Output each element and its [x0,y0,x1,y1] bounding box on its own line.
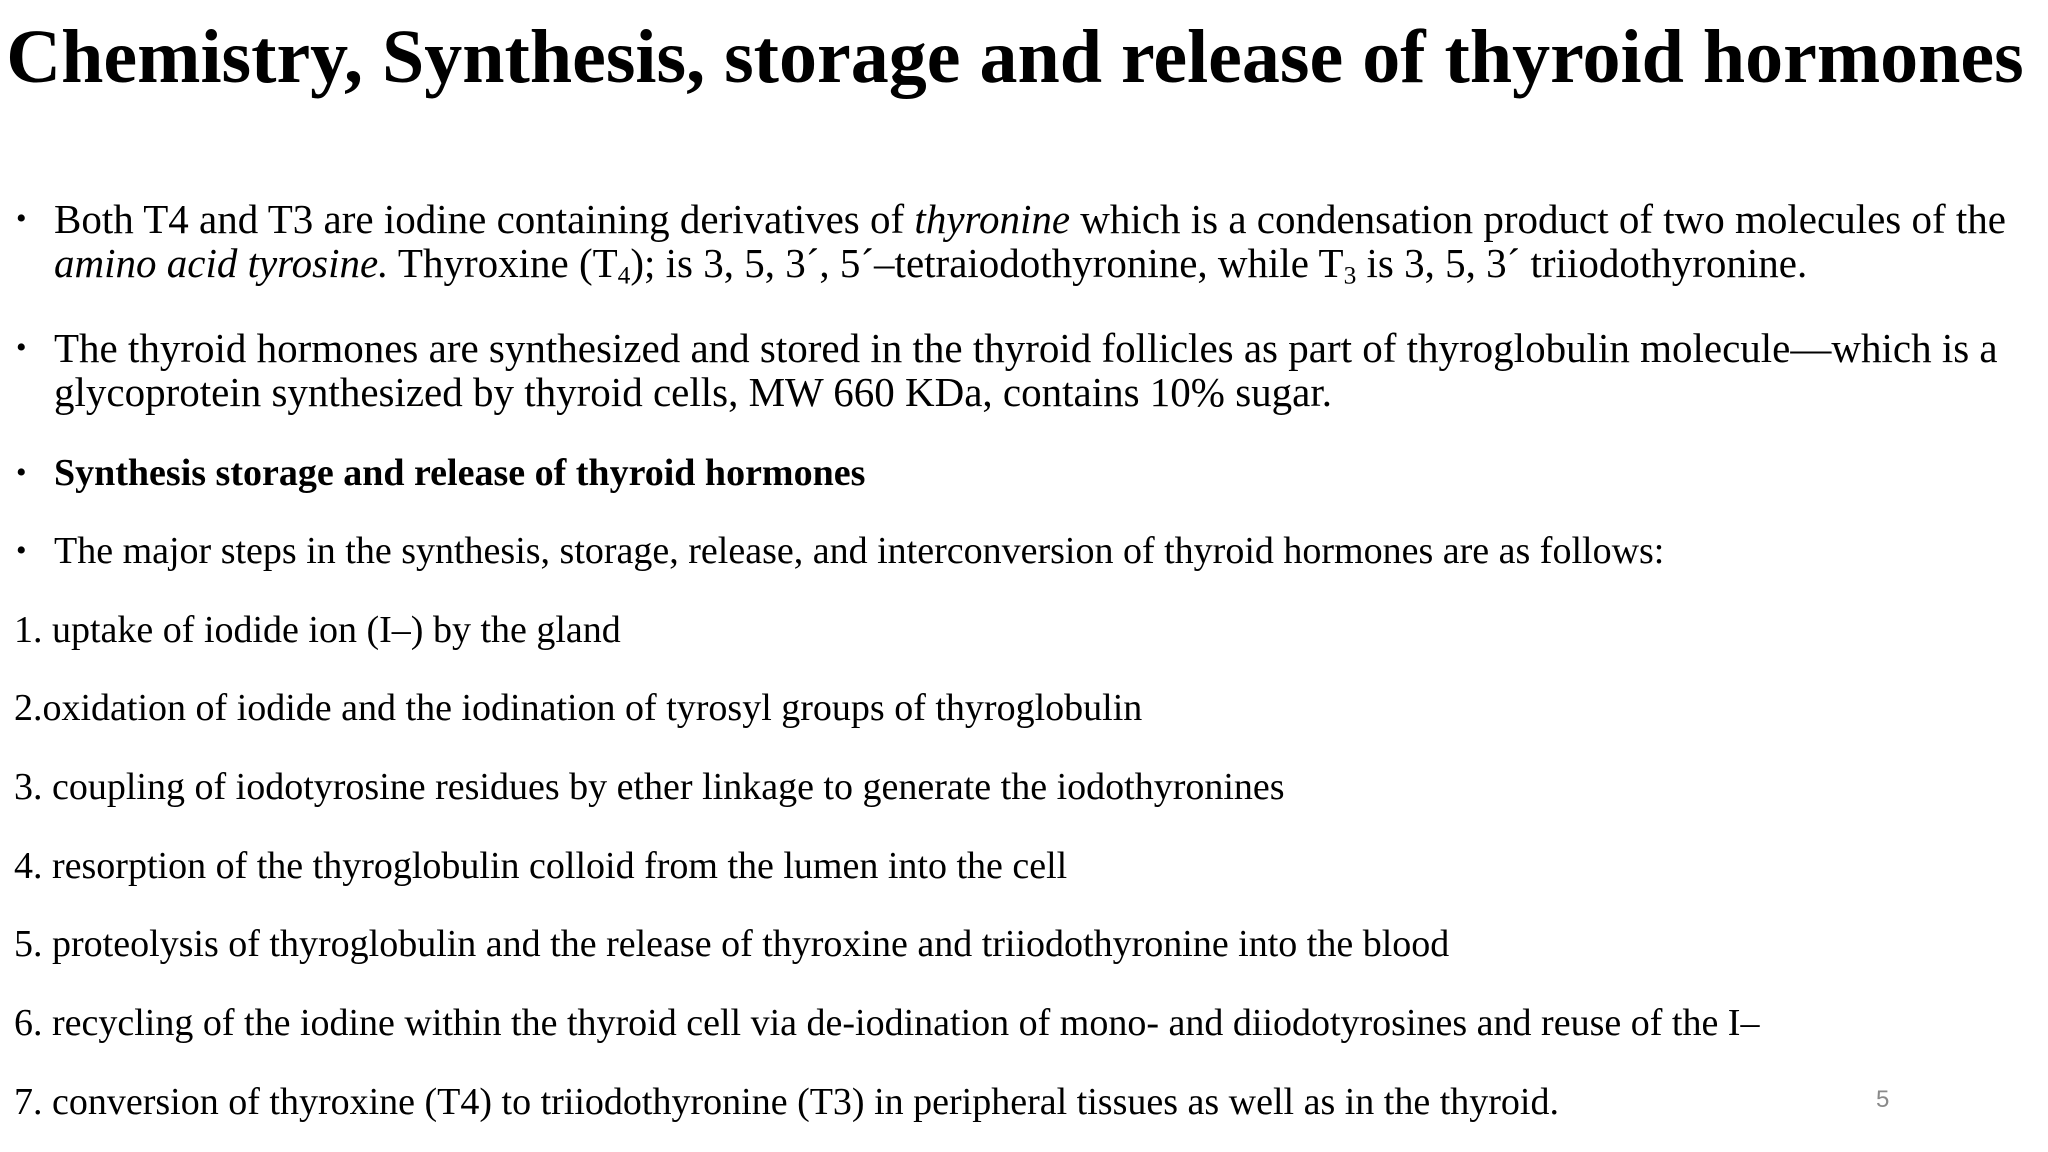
subscript: 4 [617,261,631,290]
step-item: 3. coupling of iodotyrosine residues by ether linkage to generate the iodothyronines [14,766,1285,808]
step-item: 1. uptake of iodide ion (I–) by the gland [14,609,621,651]
text-run: which is a condensation product of two molecules of the [1070,196,2006,242]
bullet-text: The major steps in the synthesis, storage, release, and interconversion of thyroid hormones are as follows: [54,530,1665,572]
step-item: 2.oxidation of iodide and the iodination of tyrosyl groups of thyroglobulin [14,687,1143,729]
step-item: 7. conversion of thyroxine (T4) to triiodothyronine (T3) in peripheral tissues as well as in the thyroid. [14,1081,1559,1123]
bullet-marker: • [16,331,27,364]
text-run: Thyroxine (T [388,240,618,286]
text-run: Both T4 and T3 are iodine containing derivatives of [54,196,915,242]
bullet-item-thyroglobulin [14,326,2044,414]
step-item: 4. resorption of the thyroglobulin colloid from the lumen into the cell [14,845,1068,887]
subscript: 3 [1343,261,1357,290]
bullet-marker: • [16,534,27,567]
bullet-item-thyronine [14,196,2044,290]
text-run: ); is 3, 5, 3´, 5´–tetraiodothyronine, while T [630,240,1344,286]
italic-term-amino-acid: amino acid tyrosine. [54,240,389,286]
slide-number: 5 [1876,1086,1890,1113]
bullet-item-subheading [14,451,2044,495]
slide-title: Chemistry, Synthesis, storage and release of thyroid hormones [6,15,2024,99]
bullet-text: Synthesis storage and release of thyroid hormones [54,452,866,494]
bullet-marker: • [16,456,27,489]
text-run: is 3, 5, 3´ triiodothyronine. [1356,240,1808,286]
bullet-text: The thyroid hormones are synthesized and stored in the thyroid follicles as part of thyroglobulin molecule—which is a glycoprotein synthesized by thyroid cells, MW 660 KDa, contains 10% sugar. [54,325,1998,415]
italic-term-thyronine: thyronine [914,196,1071,242]
step-item: 6. recycling of the iodine within the thyroid cell via de-iodination of mono- and diiodotyrosines and reuse of the I– [14,1002,1760,1044]
step-item: 5. proteolysis of thyroglobulin and the release of thyroxine and triiodothyronine into the blood [14,923,1450,965]
bullet-text [54,196,2044,290]
bullet-item-major-steps [14,529,2044,573]
bullet-marker: • [16,202,27,235]
